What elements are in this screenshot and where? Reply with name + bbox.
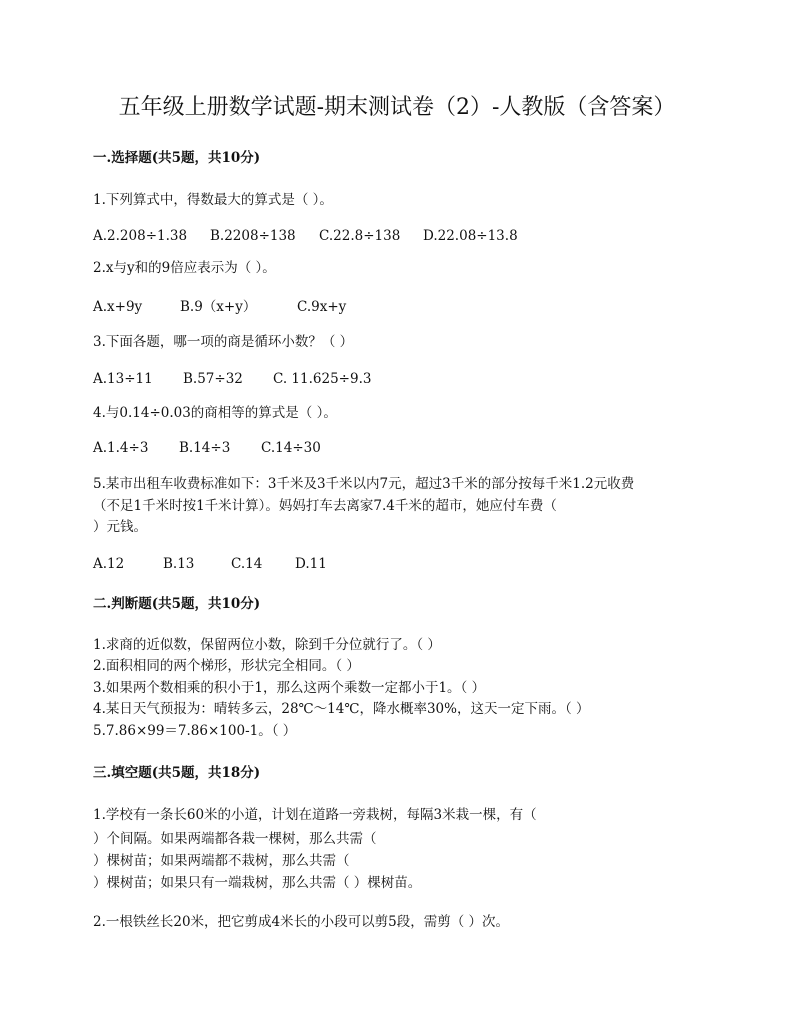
option: A.2.208÷1.38 [93, 228, 188, 244]
option: B.2208÷138 [210, 228, 296, 244]
fill-question-line: ）棵树苗；如果只有一端栽树，那么共需（ ）棵树苗。 [93, 875, 422, 891]
option: D.11 [295, 556, 327, 572]
section-heading-choice: 一.选择题(共5题，共10分) [93, 150, 261, 166]
question-text-line: ）元钱。 [93, 519, 147, 535]
question-options [93, 555, 327, 573]
question-text: 2.x与y和的9倍应表示为（ ）。 [93, 260, 276, 276]
fill-question-line: ）棵树苗；如果两端都不栽树，那么共需（ [93, 853, 350, 869]
question-options [93, 439, 321, 457]
question-options [93, 298, 346, 316]
question-options [93, 227, 518, 245]
question-text: 1.下列算式中，得数最大的算式是（ ）。 [93, 192, 333, 208]
option: C.14÷30 [261, 440, 321, 456]
option: C.22.8÷138 [319, 228, 401, 244]
option: B.13 [163, 556, 195, 572]
question-text: 3.下面各题，哪一项的商是循环小数？（ ） [93, 334, 354, 350]
fill-question-line: 1.学校有一条长60米的小道，计划在道路一旁栽树，每隔3米栽一棵，有（ [93, 807, 537, 823]
section-heading-fill-blank: 三.填空题(共5题，共18分) [93, 765, 261, 781]
option: C.9x+y [297, 299, 347, 315]
judgement-item: 5.7.86×99＝7.86×100-1。（ ） [93, 723, 297, 739]
judgement-item: 4.某日天气预报为：晴转多云，28℃～14℃，降水概率30%，这天一定下雨。（ ） [93, 701, 590, 717]
question-options [93, 370, 371, 388]
question-text-line: 5.某市出租车收费标准如下：3千米及3千米以内7元，超过3千米的部分按每千米1.2元收费 [93, 476, 635, 492]
judgement-item: 2.面积相同的两个梯形，形状完全相同。（ ） [93, 658, 360, 674]
question-text: 4.与0.14÷0.03的商相等的算式是（ ）。 [93, 405, 337, 421]
option: C. 11.625÷9.3 [273, 371, 372, 387]
judgement-item: 1.求商的近似数，保留两位小数，除到千分位就行了。（ ） [93, 637, 441, 653]
option: A.13÷11 [93, 371, 153, 387]
fill-question-line: 2.一根铁丝长20米，把它剪成4米长的小段可以剪5段，需剪（ ）次。 [93, 914, 510, 930]
option: B.9（x+y） [180, 299, 257, 315]
option: B.57÷32 [183, 371, 243, 387]
option: A.x+9y [93, 299, 143, 315]
option: B.14÷3 [179, 440, 231, 456]
option: D.22.08÷13.8 [423, 228, 518, 244]
option: A.1.4÷3 [93, 440, 149, 456]
question-text-line: （不足1千米时按1千米计算）。妈妈打车去离家7.4千米的超市，她应付车费（ [93, 498, 557, 514]
option: C.14 [231, 556, 263, 572]
option: A.12 [93, 556, 125, 572]
document-title: 五年级上册数学试题-期末测试卷（2）-人教版（含答案） [118, 95, 676, 120]
fill-question-line: ）个间隔。如果两端都各栽一棵树，那么共需（ [93, 831, 377, 847]
judgement-item: 3.如果两个数相乘的积小于1，那么这两个乘数一定都小于1。（ ） [93, 680, 486, 696]
section-heading-judgement: 二.判断题(共5题，共10分) [93, 596, 261, 612]
